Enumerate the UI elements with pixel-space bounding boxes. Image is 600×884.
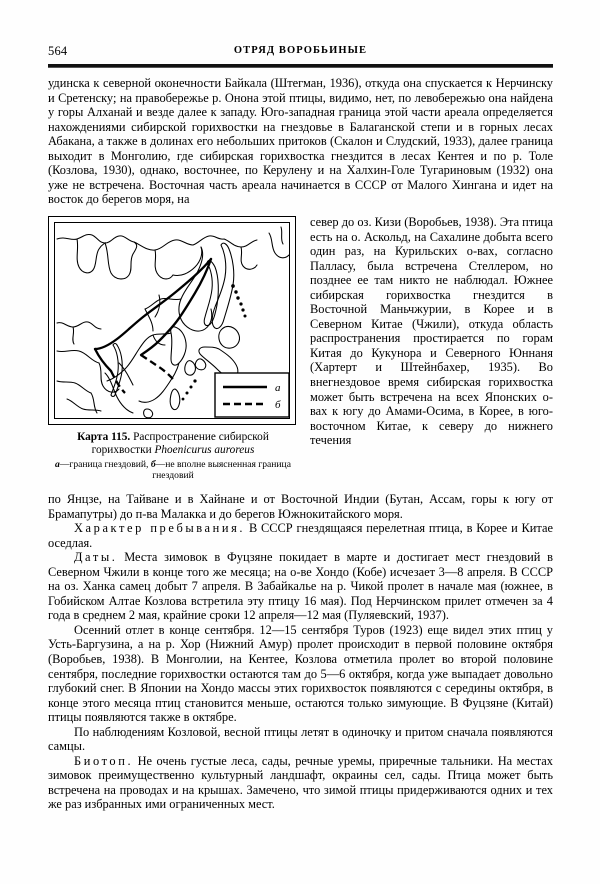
- figure-caption: [48, 431, 298, 482]
- running-title: ОТРЯД ВОРОБЬИНЫЕ: [233, 45, 368, 56]
- heading-character-of-stay: Характер пребывания.: [74, 521, 246, 536]
- caption-number: Карта 115.: [77, 431, 131, 443]
- text-biotope: Не очень густые леса, сады, речные уремы, приречные тальники. На местах зимовок преимущественно культурный ландшафт, окраины сел, сады. Птица может быть встречена на проводах и на крышах. Замечено, что зимой птицы придерживаются одних и тех же раз избранных ими ограниченных мест.: [48, 753, 553, 812]
- heading-dates: Даты.: [74, 550, 118, 565]
- caption-title: Распространение сибирской горихвостки: [91, 431, 269, 456]
- caption-key: [48, 459, 298, 482]
- key-marker-b: б: [150, 459, 156, 470]
- text-block-bottom: [48, 492, 553, 812]
- key-text-a: —граница гнездовий,: [59, 459, 149, 470]
- paragraph-biotope: [48, 754, 553, 812]
- key-marker-a: а: [55, 459, 60, 470]
- map-frame: [48, 216, 296, 425]
- header-rule: [48, 64, 553, 67]
- svg-text:б: б: [275, 399, 281, 411]
- paragraph-distribution-continuation: по Янцзе, на Тайване и в Хайнане и от Восточной Индии (Бутан, Ассам, горы к югу от Брамапутры) до п-ва Малакка и до берегов Южнокитайского моря.: [48, 492, 553, 521]
- paragraph-autumn-migration: Осенний отлет в конце сентября. 12—15 сентября Туров (1923) еще видел этих птиц у Усть-Баргузина, а на р. Хор (Нижний Амур) пролет происходит в первой половине октября (Воробьев, 1938). В Монголии, на Кентее, Козлова отметила пролет во второй половине сентября, последние горихвостки остаются там до 5—6 октября, когда уже выпадает довольно глубокий снег. В Японии на Хондо массы этих горихвосток появляются с середины октября, в конце этого месяца птиц становится меньше, остаются только зимующие. В Фуцзяне (Китай) птицы появляются также в октябре.: [48, 622, 553, 725]
- map-legend: [215, 373, 289, 417]
- paragraph-dates: [48, 550, 553, 623]
- text-character-of-stay: В СССР гнездящаяся перелетная птица, в Корее и Китае оседлая.: [48, 521, 553, 550]
- heading-biotope: Биотоп.: [74, 753, 134, 768]
- text-block-right-column: [310, 215, 553, 448]
- caption-main-line: [48, 431, 298, 457]
- running-head: [48, 44, 553, 64]
- text-block-top: [48, 76, 553, 207]
- page-number: 564: [48, 44, 68, 58]
- caption-species: Phoenicurus auroreus: [154, 444, 255, 456]
- map-drawing: [55, 223, 290, 419]
- text-dates: Места зимовок в Фуцзяне покидает в марте и достигает мест гнездовий в Северном Чжили в конце того же месяца; на о-ве Хондо (Кобе) исчезает 3—8 апреля. В СССР на оз. Ханка самец добыт 7 апреля. В Забайкалье на р. Чикой пролет в начале мая (южнее, в Гобийском Алтае Козлова встретила эту птицу 16 мая). Под Нерчинском прилет отмечен за 4 года в среднем 2 мая, крайние сроки 12 апреля—12 мая (Пуляевский, 1937).: [48, 550, 553, 623]
- svg-text:а: а: [275, 382, 281, 394]
- paragraph-distribution-right: север до оз. Кизи (Воробьев, 1938). Эта птица есть на о. Аскольд, на Сахалине добыта всего один раз, на Курильских о-вах, согласно Палласу, была встречена Стеллером, но позднее ее там никто не наблюдал. Южнее сибирская горихвостка гнездится в Восточной Маньчжурии, в Корее и в Северном Китае (Чжили), откуда область распространения простирается по горам Китая до Кукунора и Северного Юннаня (Хартерт и Штейнбахер, 1935). Во внегнездовое время сибирская горихвостка может быть встречена на всех Японских о-вах к югу до Амами-Осима, в Корее, в юго-восточном Китае, к северу до нижнего течения: [310, 215, 553, 448]
- paragraph-kozlova-observations: По наблюдениям Козловой, весной птицы летят в одиночку и притом сначала появляются самцы.: [48, 724, 553, 754]
- paragraph-distribution-top: удинска к северной оконечности Байкала (Штегман, 1936), откуда она спускается к Нерчинску и Сретенску; на правобережье р. Онона этой птицы, видимо, нет, по левобережью она найдена у горы Алханай и везде далее к западу. Юго-западная граница этой части ареала определяется нахождениями сибирской горихвостки на гнездовье в Балаганской степи и в горных лесах Абакана, а также в долинах его небольших притоков (Скалон и Слудский, 1933), далее граница выходит в Монголию, где сибирская горихвостка гнездится в лесах Кентея и по р. Толе (Козлова, 1930), однако, восточнее, по Керулену и на Халхин-Голе Тугариновым (1932) она уже не встречена. Восточная часть ареала начинается в СССР от Малого Хингана и идет на восток до берегов моря, на: [48, 76, 553, 207]
- key-text-b: —не вполне выясненная граница гнездовий: [152, 459, 291, 482]
- paragraph-character-of-stay: [48, 521, 553, 550]
- map-canvas: [54, 222, 290, 419]
- figure-map-115: [48, 216, 300, 482]
